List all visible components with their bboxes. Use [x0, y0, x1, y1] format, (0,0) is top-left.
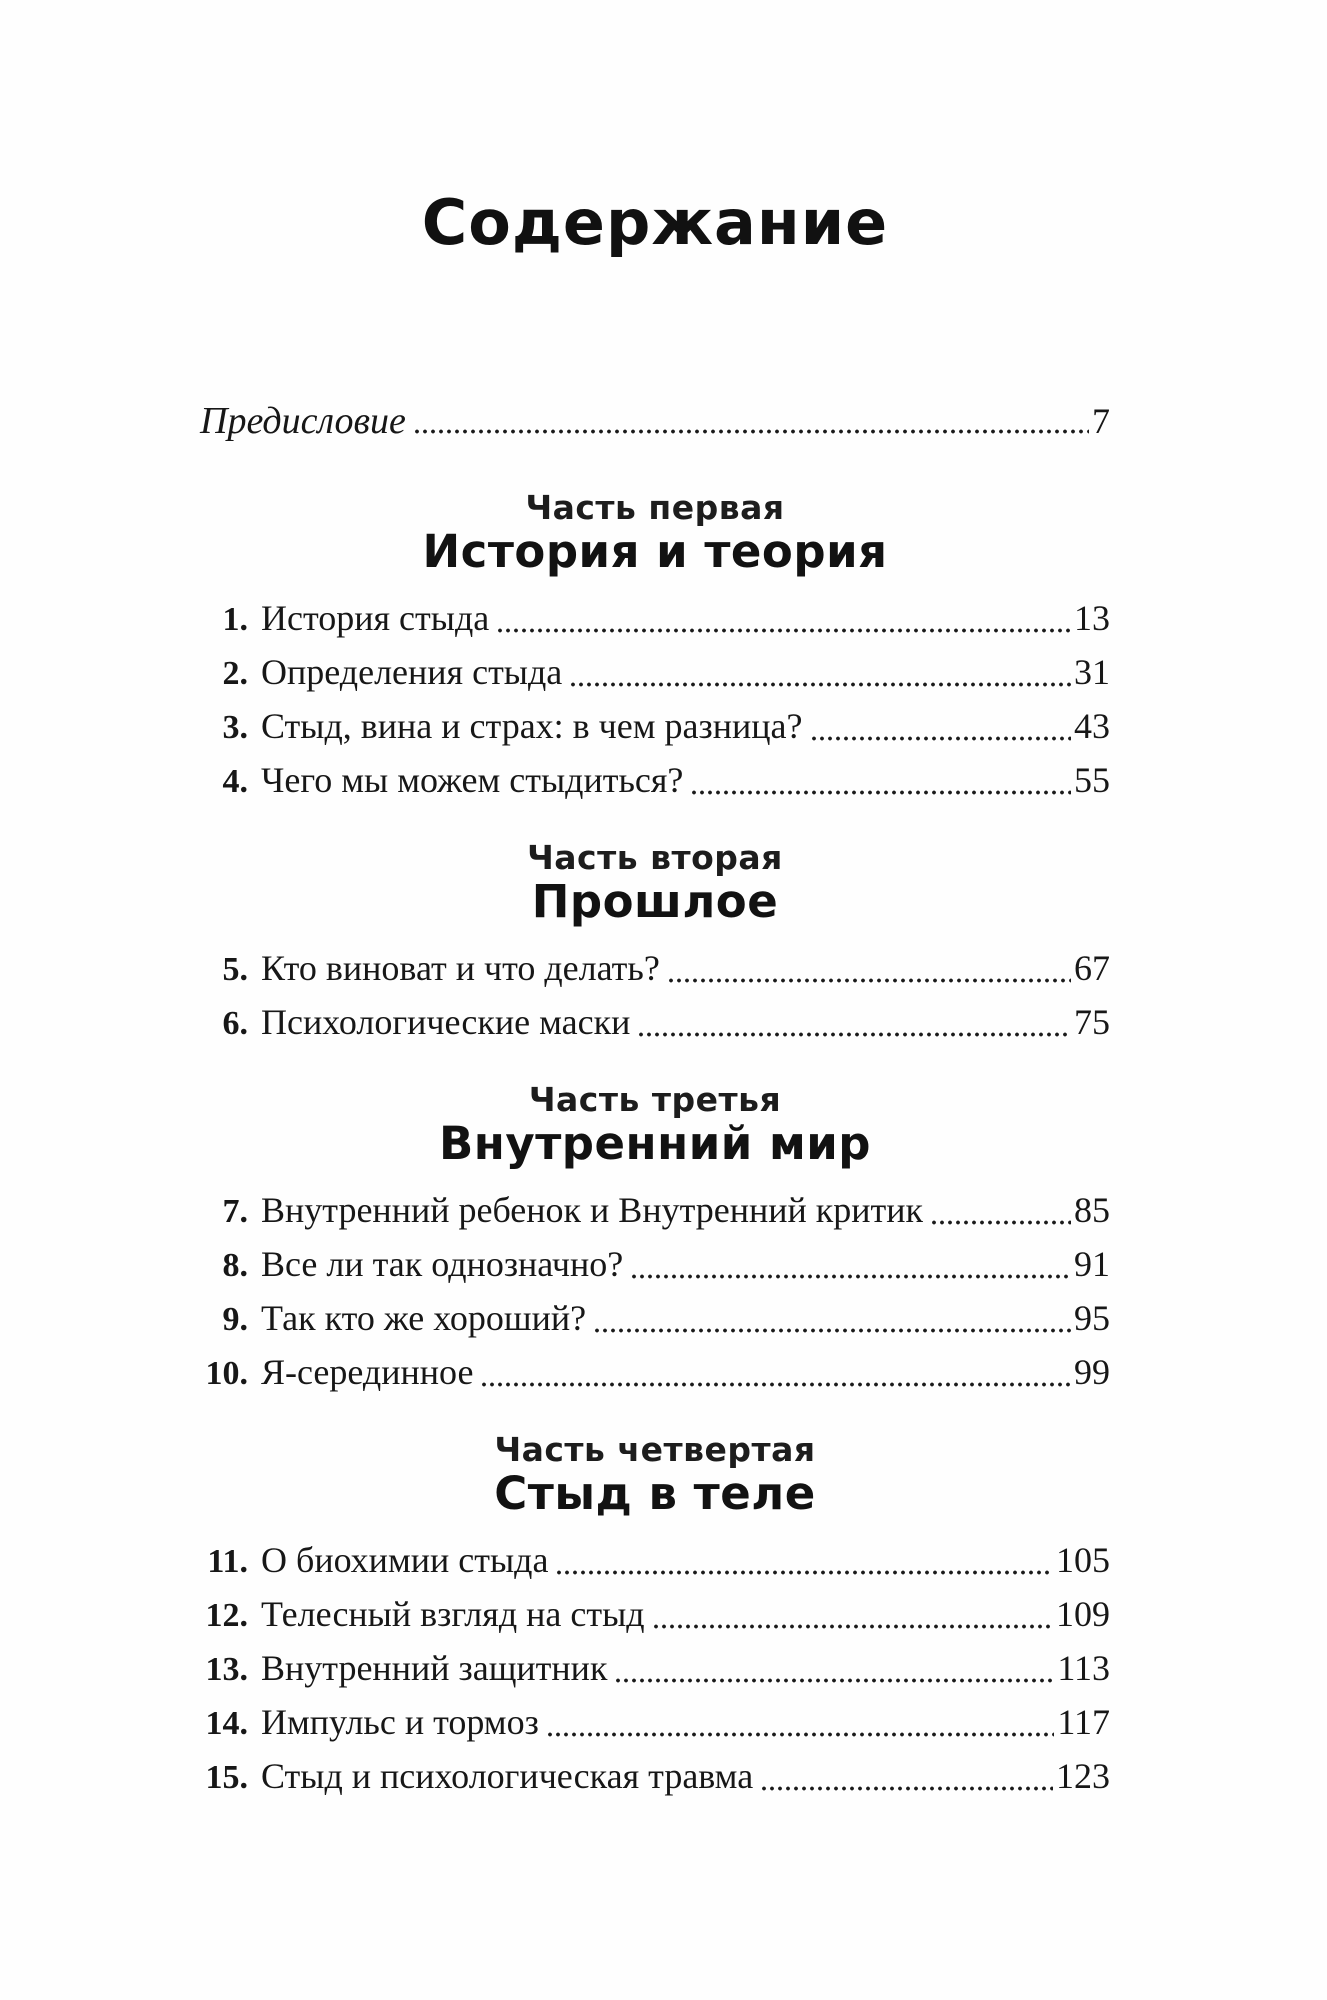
dot-leader: [667, 942, 1071, 996]
chapter-number: 14.: [205, 1705, 248, 1742]
dot-leader: [496, 592, 1071, 646]
chapter-number: 3.: [222, 709, 248, 746]
page-number: 85: [1074, 1190, 1110, 1230]
toc-entry: [200, 1346, 1110, 1400]
toc-entry: [200, 646, 1110, 700]
chapter-list: [200, 1534, 1110, 1804]
toc-entry: [200, 1696, 1110, 1750]
chapter-title: Стыд, вина и страх: в чем разница?: [261, 706, 803, 746]
toc-entry: [200, 996, 1110, 1050]
chapter-title: Телесный взгляд на стыд: [261, 1594, 645, 1634]
chapter-title: Психологические маски: [261, 1002, 631, 1042]
part-heading: [200, 488, 1110, 576]
page-number: 91: [1074, 1244, 1110, 1284]
dot-leader: [569, 646, 1071, 700]
page-number: 95: [1074, 1298, 1110, 1338]
chapter-number: 12.: [205, 1597, 248, 1634]
chapter-title: Кто виноват и что делать?: [261, 948, 660, 988]
chapter-title: Так кто же хороший?: [261, 1298, 587, 1338]
dot-leader: [760, 1750, 1053, 1804]
chapter-list: [200, 942, 1110, 1050]
toc-entry: [200, 1184, 1110, 1238]
page-number: 31: [1074, 652, 1110, 692]
chapter-title: Стыд и психологическая травма: [261, 1756, 754, 1796]
toc-entry: [200, 1588, 1110, 1642]
dot-leader: [652, 1588, 1053, 1642]
toc-entry: [200, 1534, 1110, 1588]
page-title: Содержание: [421, 186, 889, 259]
chapter-number: 2.: [222, 655, 248, 692]
chapter-number: 7.: [222, 1193, 248, 1230]
page-number: 67: [1074, 948, 1110, 988]
chapter-number: 13.: [205, 1651, 248, 1688]
chapter-number: 15.: [205, 1759, 248, 1796]
part-label: Часть третья: [528, 1080, 782, 1119]
preface-entry: [200, 398, 1110, 444]
dot-leader: [690, 754, 1071, 808]
dot-leader: [593, 1292, 1071, 1346]
chapter-title: Все ли так однозначно?: [261, 1244, 624, 1284]
page-number: 123: [1056, 1756, 1110, 1796]
page-number: 13: [1074, 598, 1110, 638]
preface-label: Предисловие: [200, 400, 406, 442]
dot-leader: [555, 1534, 1053, 1588]
page-number: 43: [1074, 706, 1110, 746]
dot-leader: [413, 398, 1089, 444]
dot-leader: [930, 1184, 1071, 1238]
dot-leader: [480, 1346, 1071, 1400]
part-title: История и теория: [422, 525, 888, 578]
part-title: Прошлое: [531, 875, 779, 928]
chapter-number: 8.: [222, 1247, 248, 1284]
part-title: Внутренний мир: [439, 1117, 871, 1170]
chapter-list: [200, 1184, 1110, 1400]
dot-leader: [546, 1696, 1055, 1750]
part-heading: [200, 838, 1110, 926]
toc-entry: [200, 1292, 1110, 1346]
chapter-title: Внутренний защитник: [261, 1648, 608, 1688]
chapter-number: 9.: [222, 1301, 248, 1338]
chapter-number: 10.: [205, 1355, 248, 1392]
chapter-title: Чего мы можем стыдиться?: [261, 760, 684, 800]
chapter-number: 11.: [207, 1543, 248, 1580]
page-number: 109: [1056, 1594, 1110, 1634]
page-number: 99: [1074, 1352, 1110, 1392]
dot-leader: [810, 700, 1072, 754]
page-number: 117: [1057, 1702, 1110, 1742]
dot-leader: [637, 996, 1071, 1050]
chapter-number: 6.: [222, 1005, 248, 1042]
page-number: 75: [1074, 1002, 1110, 1042]
chapter-list: [200, 592, 1110, 808]
part-heading: [200, 1430, 1110, 1518]
page-number: 113: [1057, 1648, 1110, 1688]
part-title: Стыд в теле: [494, 1467, 816, 1520]
dot-leader: [614, 1642, 1054, 1696]
part-label: Часть первая: [525, 488, 785, 527]
chapter-title: Внутренний ребенок и Внутренний критик: [261, 1190, 924, 1230]
dot-leader: [630, 1238, 1071, 1292]
toc-entry: [200, 1750, 1110, 1804]
toc-entry: [200, 754, 1110, 808]
chapter-title: История стыда: [261, 598, 490, 638]
toc-entry: [200, 942, 1110, 996]
chapter-number: 1.: [222, 601, 248, 638]
toc-entry: [200, 1238, 1110, 1292]
toc-entry: [200, 700, 1110, 754]
part-label: Часть четвертая: [494, 1430, 816, 1469]
chapter-title: Определения стыда: [261, 652, 563, 692]
part-heading: [200, 1080, 1110, 1168]
part-label: Часть вторая: [527, 838, 783, 877]
page-number: 55: [1074, 760, 1110, 800]
toc-entry: [200, 592, 1110, 646]
page-number: 7: [1092, 401, 1110, 441]
chapter-title: Я-серединное: [261, 1352, 474, 1392]
page-number: 105: [1056, 1540, 1110, 1580]
chapter-title: Импульс и тормоз: [261, 1702, 539, 1742]
chapter-title: О биохимии стыда: [261, 1540, 549, 1580]
chapter-number: 5.: [222, 951, 248, 988]
chapter-number: 4.: [222, 763, 248, 800]
toc-entry: [200, 1642, 1110, 1696]
